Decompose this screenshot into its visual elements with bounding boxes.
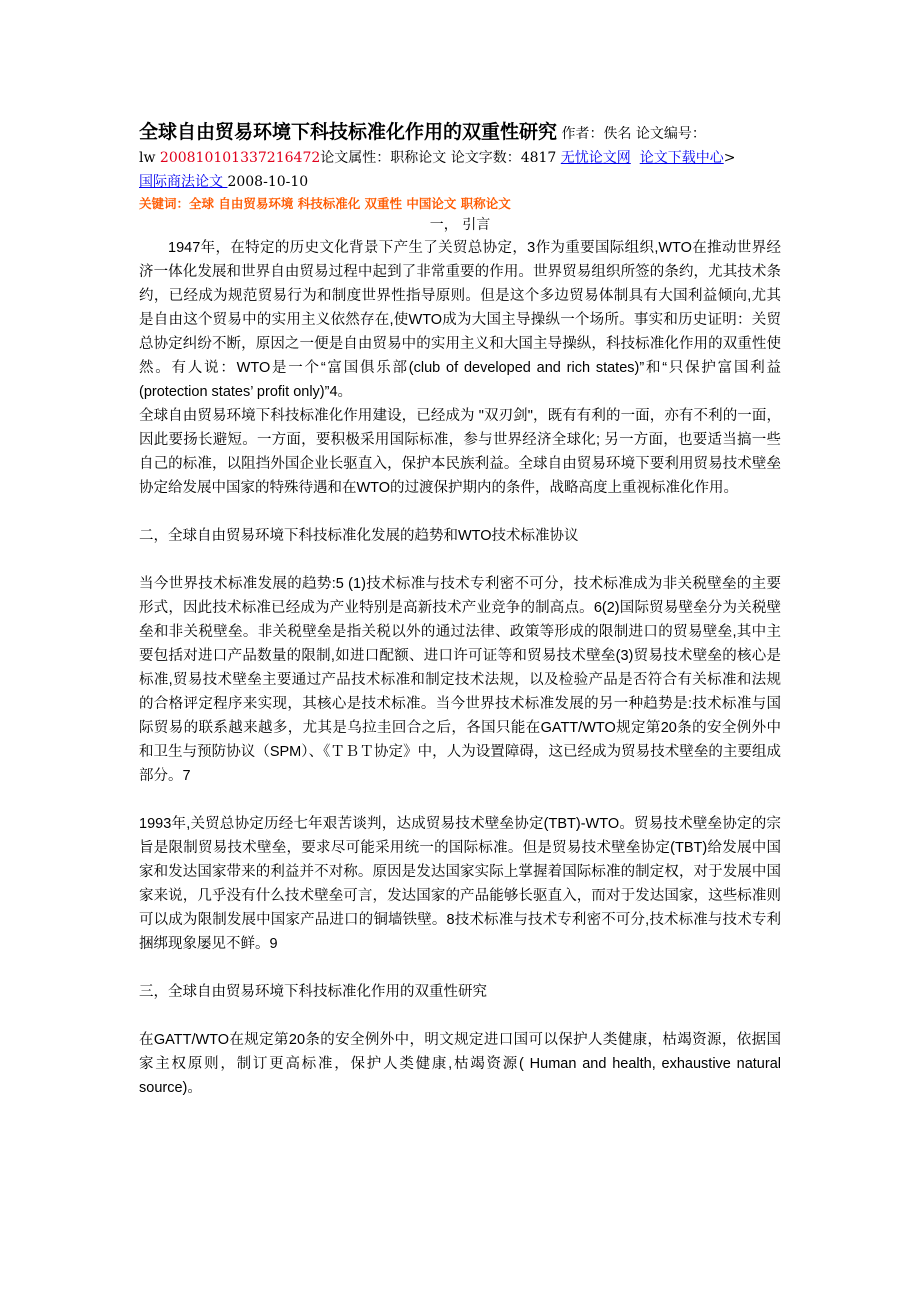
paragraph-3: 当今世界技术标准发展的趋势:5 (1)技术标准与技术专利密不可分，技术标准成为非关税壁垒的主要形式，因此技术标准已经成为产业特别是高新技术产业竞争的制高点。6(2)国际贸易壁垒分为关税壁垒和非关税壁垒。非关税壁垒是指关税以外的通过法律、政策等形成的限制进口的贸易壁垒,其中主要包括对进口产品数量的限制,如进口配额、进口许可证等和贸易技术壁垒(3)贸易技术壁垒的核心是标准,贸易技术壁垒主要通过产品技术标准和制定技术法规，以及检验产品是否符合有关标准和法规的合格评定程序来实现，其核心是技术标准。当今世界技术标准发展的另一种趋势是:技术标准与国际贸易的联系越来越多，尤其是乌拉圭回合之后，各国只能在GATT/WTO规定第20条的安全例外中和卫生与预防协议（SPM）、《ＴＢＴ协定》中，人为设置障碍，这已经成为贸易技术壁垒的主要组成部分。7 [139,576,781,784]
breadcrumb-separator: > [723,150,736,166]
article-id: 200810101337216472 [159,150,321,166]
paragraph-5: 在GATT/WTO在规定第20条的安全例外中，明文规定进口国可以保护人类健康，枯竭资源，依据国家主权原则，制订更高标准，保护人类健康,枯竭资源( Human and health, exhaustive natural source)。 [139,1032,781,1096]
link-wuyou-lunwen[interactable]: 无忧论文网 [560,150,631,166]
section-heading-introduction: 一， 引言 [429,217,491,233]
section-heading-duality: 三，全球自由贸易环境下科技标准化作用的双重性研究 [139,984,487,1000]
link-download-center[interactable]: 论文下载中心 [639,150,724,166]
spacer [139,788,781,812]
paragraph-1: 1947年，在特定的历史文化背景下产生了关贸总协定，3作为重要国际组织,WTO在推动世界经济一体化发展和世界自由贸易过程中起到了非常重要的作用。世界贸易组织所签的条约，尤其技术条约，已经成为规范贸易行为和制度世界性指导原则。但是这个多边贸易体制具有大国利益倾向,尤其是自由这个贸易中的实用主义依然存在,使WTO成为大国主导操纵一个场所。事实和历史证明：关贸总协定纠纷不断，原因之一便是自由贸易中的实用主义和大国主导操纵，科技标准化作用的双重性使然。有人说：WTO是一个“富国俱乐部(club of developed and rich states)”和“只保护富国利益(protection states’ profit only)”4。 [139,240,781,400]
article-date: 2008-10-10 [227,174,309,190]
spacer [139,1004,781,1028]
article-title: 全球自由贸易环境下科技标准化作用的双重性研究 [139,121,558,143]
paragraph-4: 1993年,关贸总协定历经七年艰苦谈判，达成贸易技术壁垒协定(TBT)-WTO。贸易技术壁垒协定的宗旨是限制贸易技术壁垒，要求尽可能采用统一的国际标准。但是贸易技术壁垒协定(TBT)给发展中国家和发达国家带来的利益并不对称。原因是发达国家实际上掌握着国际标准的制定权，对于发展中国家来说，几乎没有什么技术壁垒可言，发达国家的产品能够长驱直入，而对于发达国家，这些标准则可以成为限制发展中国家产品进口的铜墙铁壁。8技术标准与技术专利密不可分,技术标准与技术专利捆绑现象屡见不鲜。9 [139,816,781,952]
link-international-commercial-law[interactable]: 国际商法论文 [139,174,228,190]
section-heading-trends: 二，全球自由贸易环境下科技标准化发展的趋势和WTO技术标准协议 [139,528,579,544]
spacer [139,548,781,572]
spacer [139,956,781,980]
keywords-line: 关键词：全球 自由贸易环境 科技标准化 双重性 中国论文 职称论文 [139,196,511,211]
paragraph-2: 全球自由贸易环境下科技标准化作用建设，已经成为 "双刃剑"，既有有利的一面，亦有不利的一面，因此要扬长避短。一方面，要积极采用国际标准，参与世界经济全球化; 另一方面，也要适当搞一些自己的标准，以阻挡外国企业长驱直入，保护本民族利益。全球自由贸易环境下要利用贸易技术壁垒协定给发展中国家的特殊待遇和在WTO的过渡保护期内的条件，战略高度上重视标准化作用。 [139,408,781,496]
title-block [139,120,781,194]
spacer [139,500,781,524]
article-attributes: 论文属性：职称论文 论文字数：4817 [320,150,561,166]
id-prefix: lw [139,150,160,166]
author-label: 作者：佚名 论文编号： [561,126,706,142]
document-page [139,120,781,1100]
